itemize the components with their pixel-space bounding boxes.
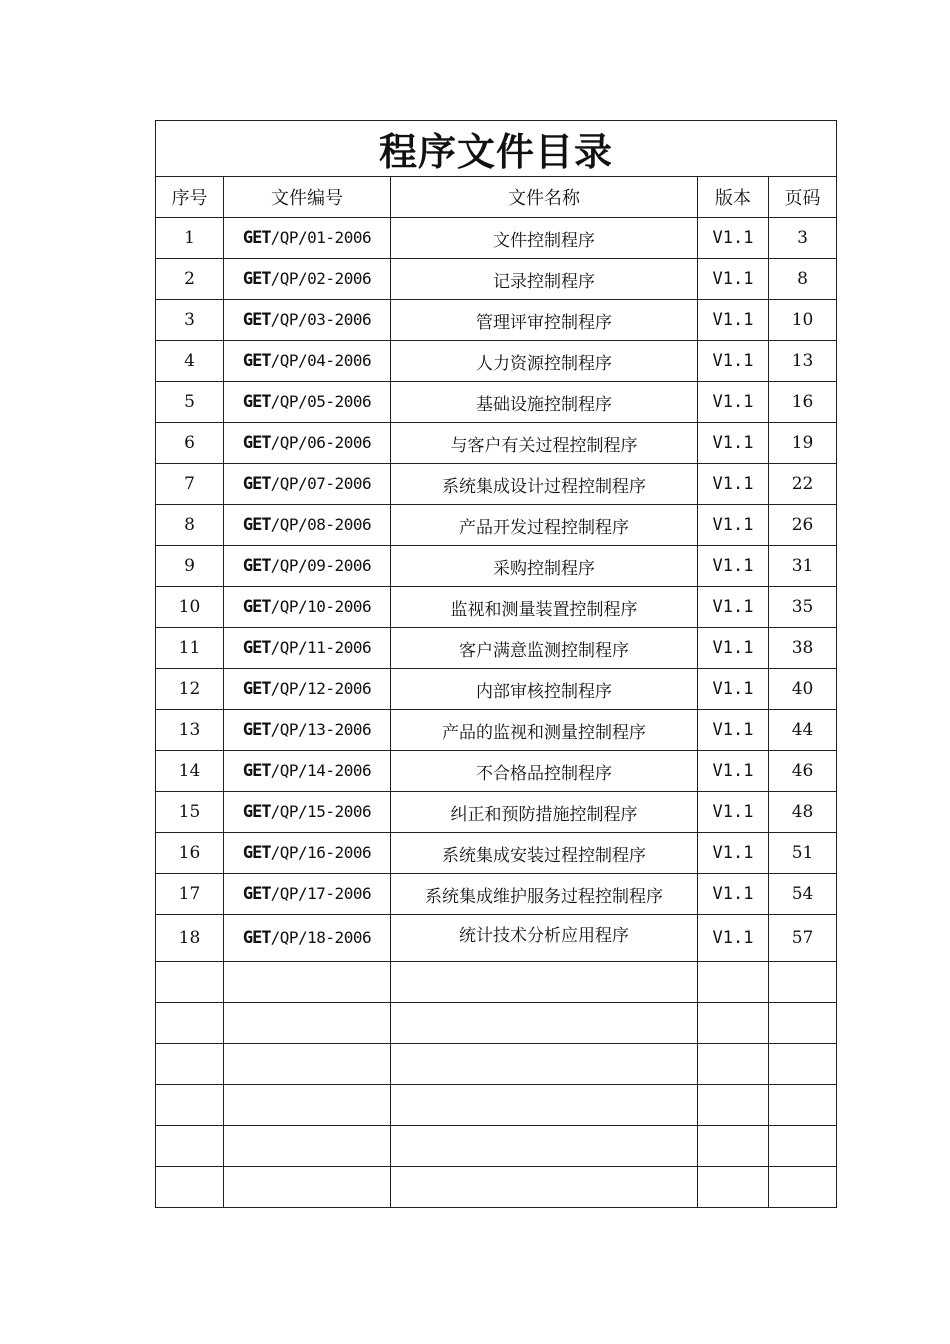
- table-row: [156, 751, 837, 792]
- empty-row: [156, 1085, 837, 1126]
- row-page: 26: [769, 505, 837, 546]
- table-row: [156, 505, 837, 546]
- row-version: V1.1: [698, 341, 769, 382]
- row-code: [224, 792, 391, 833]
- empty-cell: [156, 1003, 224, 1044]
- row-name: 纠正和预防措施控制程序: [391, 792, 698, 833]
- row-page: 48: [769, 792, 837, 833]
- row-code-number: /QP/07-2006: [270, 474, 372, 493]
- table-row: [156, 710, 837, 751]
- row-code: [224, 546, 391, 587]
- row-version: V1.1: [698, 464, 769, 505]
- empty-cell: [698, 1126, 769, 1167]
- row-code: [224, 464, 391, 505]
- empty-cell: [769, 1044, 837, 1085]
- row-seq: 10: [156, 587, 224, 628]
- row-name: 基础设施控制程序: [391, 382, 698, 423]
- row-version: V1.1: [698, 669, 769, 710]
- empty-cell: [224, 1003, 391, 1044]
- table-row: [156, 341, 837, 382]
- row-seq: 15: [156, 792, 224, 833]
- table-row: [156, 628, 837, 669]
- row-code-prefix: GET: [242, 802, 271, 822]
- row-code-prefix: GET: [242, 269, 271, 289]
- row-seq: 16: [156, 833, 224, 874]
- row-code-prefix: GET: [242, 597, 271, 617]
- row-version: V1.1: [698, 382, 769, 423]
- row-page: 8: [769, 259, 837, 300]
- table-row: [156, 874, 837, 915]
- row-version: V1.1: [698, 628, 769, 669]
- row-code-number: /QP/13-2006: [270, 720, 372, 739]
- empty-cell: [769, 1003, 837, 1044]
- row-code-number: /QP/10-2006: [270, 597, 372, 616]
- row-code: [224, 218, 391, 259]
- row-name: 统计技术分析应用程序: [391, 915, 698, 962]
- row-version: V1.1: [698, 546, 769, 587]
- row-code-prefix: GET: [242, 679, 271, 699]
- empty-row: [156, 1044, 837, 1085]
- row-name: 系统集成设计过程控制程序: [391, 464, 698, 505]
- header-version: 版本: [698, 177, 769, 218]
- row-code-number: /QP/08-2006: [270, 515, 372, 534]
- empty-cell: [769, 1167, 837, 1208]
- empty-cell: [224, 1126, 391, 1167]
- row-page: 10: [769, 300, 837, 341]
- empty-cell: [698, 1085, 769, 1126]
- header-row: [156, 177, 837, 218]
- document-index-table: [155, 120, 837, 1208]
- row-page: 40: [769, 669, 837, 710]
- table-row: [156, 915, 837, 962]
- row-code: [224, 669, 391, 710]
- row-seq: 14: [156, 751, 224, 792]
- row-seq: 18: [156, 915, 224, 962]
- row-code: [224, 833, 391, 874]
- row-name: 系统集成安装过程控制程序: [391, 833, 698, 874]
- row-seq: 1: [156, 218, 224, 259]
- row-page: 19: [769, 423, 837, 464]
- row-name: 内部审核控制程序: [391, 669, 698, 710]
- row-code-number: /QP/16-2006: [270, 843, 372, 862]
- row-code: [224, 751, 391, 792]
- header-seq: 序号: [156, 177, 224, 218]
- row-version: V1.1: [698, 218, 769, 259]
- empty-cell: [224, 1167, 391, 1208]
- row-code: [224, 423, 391, 464]
- row-page: 46: [769, 751, 837, 792]
- row-code-prefix: GET: [242, 392, 271, 412]
- empty-cell: [769, 1085, 837, 1126]
- row-code-number: /QP/05-2006: [270, 392, 372, 411]
- empty-cell: [224, 962, 391, 1003]
- row-name: 采购控制程序: [391, 546, 698, 587]
- empty-cell: [156, 1167, 224, 1208]
- row-version: V1.1: [698, 300, 769, 341]
- table-row: [156, 587, 837, 628]
- table-row: [156, 546, 837, 587]
- row-code-number: /QP/18-2006: [270, 928, 372, 947]
- table-row: [156, 423, 837, 464]
- empty-cell: [391, 1126, 698, 1167]
- row-name: 客户满意监测控制程序: [391, 628, 698, 669]
- page-title: 程序文件目录: [156, 121, 837, 177]
- row-code-prefix: GET: [242, 474, 271, 494]
- row-seq: 2: [156, 259, 224, 300]
- row-code: [224, 587, 391, 628]
- row-name: 产品的监视和测量控制程序: [391, 710, 698, 751]
- row-code: [224, 300, 391, 341]
- row-code-number: /QP/15-2006: [270, 802, 372, 821]
- row-code-prefix: GET: [242, 884, 271, 904]
- row-code-number: /QP/11-2006: [270, 638, 372, 657]
- empty-row: [156, 1167, 837, 1208]
- row-code: [224, 628, 391, 669]
- table-row: [156, 464, 837, 505]
- row-code-number: /QP/14-2006: [270, 761, 372, 780]
- row-page: 57: [769, 915, 837, 962]
- row-code-number: /QP/09-2006: [270, 556, 372, 575]
- empty-row: [156, 1126, 837, 1167]
- row-page: 44: [769, 710, 837, 751]
- table-row: [156, 300, 837, 341]
- row-page: 22: [769, 464, 837, 505]
- row-name: 不合格品控制程序: [391, 751, 698, 792]
- row-version: V1.1: [698, 874, 769, 915]
- row-name: 系统集成维护服务过程控制程序: [391, 874, 698, 915]
- row-seq: 5: [156, 382, 224, 423]
- row-seq: 11: [156, 628, 224, 669]
- row-version: V1.1: [698, 423, 769, 464]
- row-code-number: /QP/02-2006: [270, 269, 372, 288]
- row-code-number: /QP/04-2006: [270, 351, 372, 370]
- table-row: [156, 833, 837, 874]
- row-code-prefix: GET: [242, 638, 271, 658]
- row-code: [224, 874, 391, 915]
- row-code: [224, 382, 391, 423]
- row-seq: 4: [156, 341, 224, 382]
- row-code: [224, 915, 391, 962]
- row-code: [224, 259, 391, 300]
- row-page: 54: [769, 874, 837, 915]
- row-code-number: /QP/06-2006: [270, 433, 372, 452]
- row-seq: 13: [156, 710, 224, 751]
- empty-cell: [698, 1044, 769, 1085]
- empty-cell: [391, 1003, 698, 1044]
- empty-cell: [156, 1044, 224, 1085]
- row-page: 38: [769, 628, 837, 669]
- empty-cell: [224, 1085, 391, 1126]
- row-seq: 8: [156, 505, 224, 546]
- row-seq: 6: [156, 423, 224, 464]
- row-code-prefix: GET: [242, 351, 271, 371]
- row-version: V1.1: [698, 587, 769, 628]
- row-seq: 3: [156, 300, 224, 341]
- table-row: [156, 382, 837, 423]
- empty-cell: [769, 1126, 837, 1167]
- empty-cell: [698, 962, 769, 1003]
- table-row: [156, 792, 837, 833]
- header-page: 页码: [769, 177, 837, 218]
- row-name: 记录控制程序: [391, 259, 698, 300]
- empty-cell: [391, 1085, 698, 1126]
- row-code-prefix: GET: [242, 433, 271, 453]
- row-version: V1.1: [698, 792, 769, 833]
- row-code: [224, 341, 391, 382]
- row-name: 与客户有关过程控制程序: [391, 423, 698, 464]
- row-code-number: /QP/17-2006: [270, 884, 372, 903]
- row-code-prefix: GET: [242, 515, 271, 535]
- table-row: [156, 669, 837, 710]
- row-version: V1.1: [698, 915, 769, 962]
- row-code-prefix: GET: [242, 843, 271, 863]
- row-code-number: /QP/12-2006: [270, 679, 372, 698]
- row-code: [224, 505, 391, 546]
- row-code-prefix: GET: [242, 228, 271, 248]
- row-page: 3: [769, 218, 837, 259]
- row-version: V1.1: [698, 833, 769, 874]
- row-name: 监视和测量装置控制程序: [391, 587, 698, 628]
- empty-cell: [391, 1167, 698, 1208]
- row-version: V1.1: [698, 751, 769, 792]
- row-name: 人力资源控制程序: [391, 341, 698, 382]
- empty-cell: [698, 1003, 769, 1044]
- row-version: V1.1: [698, 505, 769, 546]
- row-page: 13: [769, 341, 837, 382]
- row-name: 文件控制程序: [391, 218, 698, 259]
- row-page: 35: [769, 587, 837, 628]
- table-body: [156, 121, 837, 1208]
- table-row: [156, 259, 837, 300]
- row-page: 16: [769, 382, 837, 423]
- row-seq: 12: [156, 669, 224, 710]
- row-page: 51: [769, 833, 837, 874]
- row-code-number: /QP/01-2006: [270, 228, 372, 247]
- empty-cell: [391, 962, 698, 1003]
- empty-cell: [156, 1085, 224, 1126]
- row-name: 产品开发过程控制程序: [391, 505, 698, 546]
- row-version: V1.1: [698, 259, 769, 300]
- header-code: 文件编号: [224, 177, 391, 218]
- empty-cell: [391, 1044, 698, 1085]
- row-seq: 9: [156, 546, 224, 587]
- header-name: 文件名称: [391, 177, 698, 218]
- row-code: [224, 710, 391, 751]
- row-version: V1.1: [698, 710, 769, 751]
- row-seq: 17: [156, 874, 224, 915]
- row-page: 31: [769, 546, 837, 587]
- empty-cell: [224, 1044, 391, 1085]
- row-code-prefix: GET: [242, 556, 271, 576]
- row-code-prefix: GET: [242, 310, 271, 330]
- empty-row: [156, 962, 837, 1003]
- row-code-number: /QP/03-2006: [270, 310, 372, 329]
- row-code-prefix: GET: [242, 761, 271, 781]
- empty-cell: [769, 962, 837, 1003]
- table-row: [156, 218, 837, 259]
- empty-cell: [156, 962, 224, 1003]
- row-seq: 7: [156, 464, 224, 505]
- row-name: 管理评审控制程序: [391, 300, 698, 341]
- row-code-prefix: GET: [242, 928, 271, 948]
- empty-cell: [698, 1167, 769, 1208]
- title-row: [156, 121, 837, 177]
- row-code-prefix: GET: [242, 720, 271, 740]
- empty-cell: [156, 1126, 224, 1167]
- empty-row: [156, 1003, 837, 1044]
